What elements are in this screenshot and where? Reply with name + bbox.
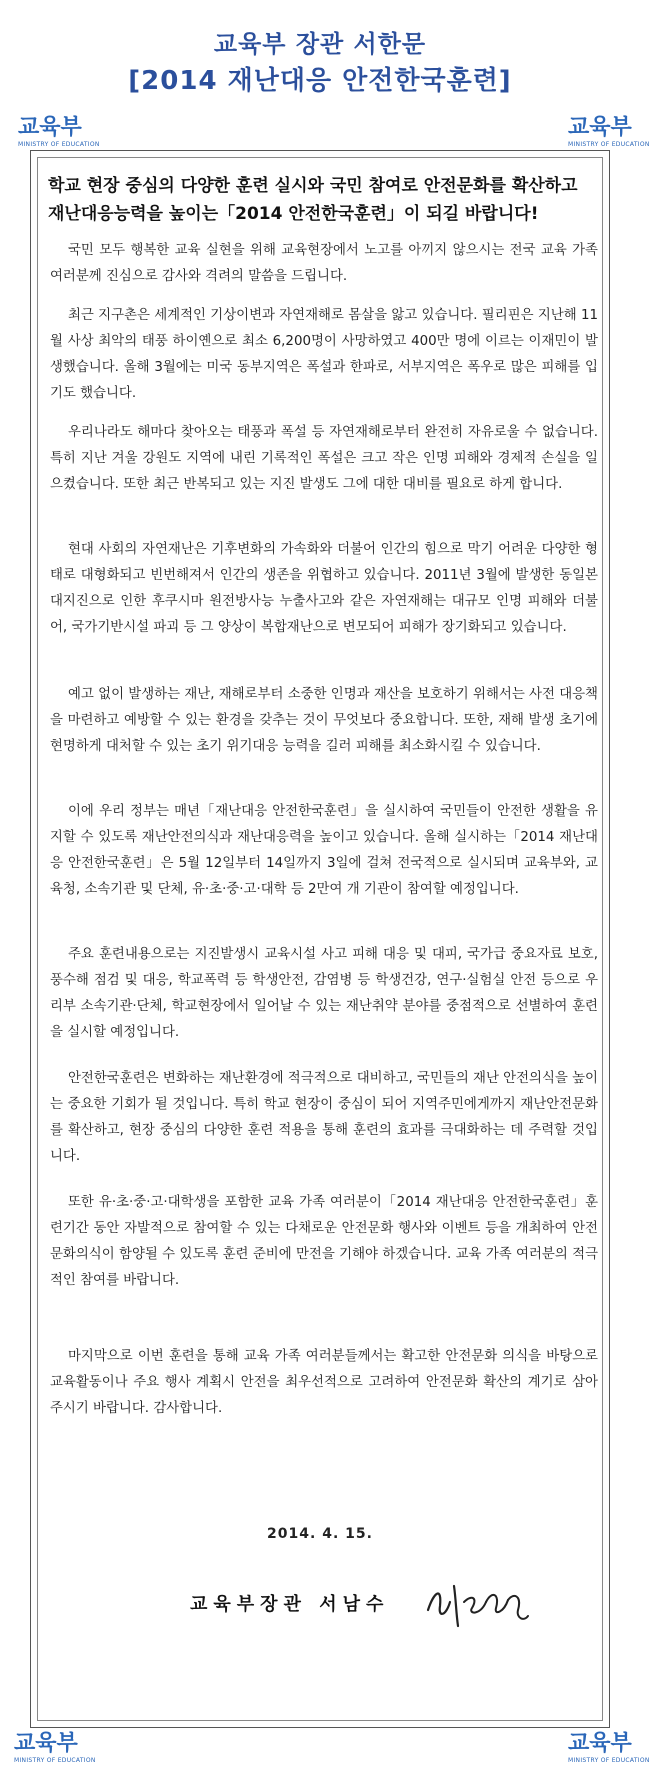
letter-title: 교육부 장관 서한문 xyxy=(213,30,427,58)
letter-paragraph-9: 또한 유·초·중·고·대학생을 포함한 교육 가족 여러분이「2014 재난대응 안전한국훈련」훈련기간 동안 자발적으로 참여할 수 있는 다채로운 안전문화 행사와 이벤트 등을 개최하여 안전문화의식이 함양될 수 있도록 훈련 준비에 만전을 기해야 하겠습니다. 교육 가족 여러분의 적극적인 참여를 바랍니다. xyxy=(50,1195,598,1288)
letter-paragraph-10: 마지막으로 이번 훈련을 통해 교육 가족 여러분들께서는 확고한 안전문화 의식을 바탕으로 교육활동이나 주요 행사 계획시 안전을 최우선적으로 고려하여 안전문화 확산의 계기로 삼아 주시기 바랍니다. 감사합니다. xyxy=(50,1349,598,1416)
letter-paragraph-1: 국민 모두 행복한 교육 실현을 위해 교육현장에서 노고를 아끼지 않으시는 전국 교육 가족 여러분께 진심으로 감사와 격려의 말씀을 드립니다. xyxy=(50,243,598,284)
letter-paragraph-5: 예고 없이 발생하는 재난, 재해로부터 소중한 인명과 재산을 보호하기 위해서는 사전 대응책을 마련하고 예방할 수 있는 환경을 갖추는 것이 무엇보다 중요합니다. 또한, 재해 발생 초기에 현명하게 대처할 수 있는 초기 위기대응 능력을 길러 피해를 최소화시킬 수 있습니다. xyxy=(50,687,598,754)
headline-line-1: 학교 현장 중심의 다양한 훈련 실시와 국민 참여로 안전문화를 확산하고 xyxy=(48,176,578,196)
logo-name: 교육부 xyxy=(14,1731,78,1756)
letter-signer: 교육부장관 서남수 xyxy=(190,1594,390,1615)
letter-paragraph-8: 안전한국훈련은 변화하는 재난환경에 적극적으로 대비하고, 국민들의 재난 안전의식을 높이는 중요한 기회가 될 것입니다. 특히 학교 현장이 중심이 되어 지역주민에게까지 재난안전문화를 확산하고, 현장 중심의 다양한 훈련 적용을 통해 훈련의 효과를 극대화하는 데 주력할 것입니다. xyxy=(50,1071,598,1164)
ministry-logo-top-right xyxy=(568,117,658,148)
headline-line-2: 재난대응능력을 높이는「2014 안전한국훈련」이 되길 바랍니다! xyxy=(48,204,539,224)
logo-name: 교육부 xyxy=(18,115,82,140)
logo-name: 교육부 xyxy=(568,1731,632,1756)
letter-subtitle: [2014 재난대응 안전한국훈련] xyxy=(128,66,512,96)
letter-paragraph-4: 현대 사회의 자연재난은 기후변화의 가속화와 더불어 인간의 힘으로 막기 어려운 다양한 형태로 대형화되고 빈번해져서 인간의 생존을 위협하고 있습니다. 2011년 3월에 발생한 동일본 대지진으로 인한 후쿠시마 원전방사능 누출사고와 같은 자연재해는 대규모 인명 피해와 더불어, 국가기반시설 파괴 등 그 양상이 복합재난으로 변모되어 피해가 장기화되고 있습니다. xyxy=(50,542,598,635)
letter-paragraph-2: 최근 지구촌은 세계적인 기상이변과 자연재해로 몸살을 앓고 있습니다. 필리핀은 지난해 11월 사상 최악의 태풍 하이옌으로 최소 6,200명이 사망하였고 400만 명에 이르는 이재민이 발생했습니다. 올해 3월에는 미국 동부지역은 폭설과 한파로, 서부지역은 폭우로 많은 피해를 입기도 했습니다. xyxy=(50,308,598,401)
letter-paragraph-3: 우리나라도 해마다 찾아오는 태풍과 폭설 등 자연재해로부터 완전히 자유로울 수 없습니다. 특히 지난 겨울 강원도 지역에 내린 기록적인 폭설은 크고 작은 인명 피해와 경제적 손실을 일으켰습니다. 또한 최근 반복되고 있는 지진 발생도 그에 대한 대비를 필요로 하게 합니다. xyxy=(50,425,598,492)
ministry-logo-bottom-left xyxy=(14,1733,104,1764)
ministry-logo-top-left xyxy=(18,117,108,148)
letter-paragraph-7: 주요 훈련내용으로는 지진발생시 교육시설 사고 피해 대응 및 대피, 국가급 중요자료 보호, 풍수해 점검 및 대응, 학교폭력 등 학생안전, 감염병 등 학생건강, 연구·실험실 안전 등으로 우리부 소속기관·단체, 학교현장에서 일어날 수 있는 재난취약 분야를 중점적으로 선별하여 훈련을 실시할 예정입니다. xyxy=(50,947,598,1040)
logo-subtitle: MINISTRY OF EDUCATION xyxy=(18,141,100,148)
letter-paragraph-6: 이에 우리 정부는 매년「재난대응 안전한국훈련」을 실시하여 국민들이 안전한 생활을 유지할 수 있도록 재난안전의식과 재난대응력을 높이고 있습니다. 올해 실시하는「2014 재난대응 안전한국훈련」은 5월 12일부터 14일까지 3일에 걸쳐 전국적으로 실시되며 교육부와, 교육청, 소속기관 및 단체, 유·초·중·고·대학 등 2만여 개 기관이 참여할 예정입니다. xyxy=(50,804,598,897)
letter-date: 2014. 4. 15. xyxy=(267,1526,373,1542)
letter-headline xyxy=(48,172,598,228)
logo-subtitle: MINISTRY OF EDUCATION xyxy=(568,1757,650,1764)
ministry-logo-bottom-right xyxy=(568,1733,658,1764)
logo-name: 교육부 xyxy=(568,115,632,140)
signature-image xyxy=(420,1572,530,1634)
logo-subtitle: MINISTRY OF EDUCATION xyxy=(14,1757,96,1764)
logo-subtitle: MINISTRY OF EDUCATION xyxy=(568,141,650,148)
